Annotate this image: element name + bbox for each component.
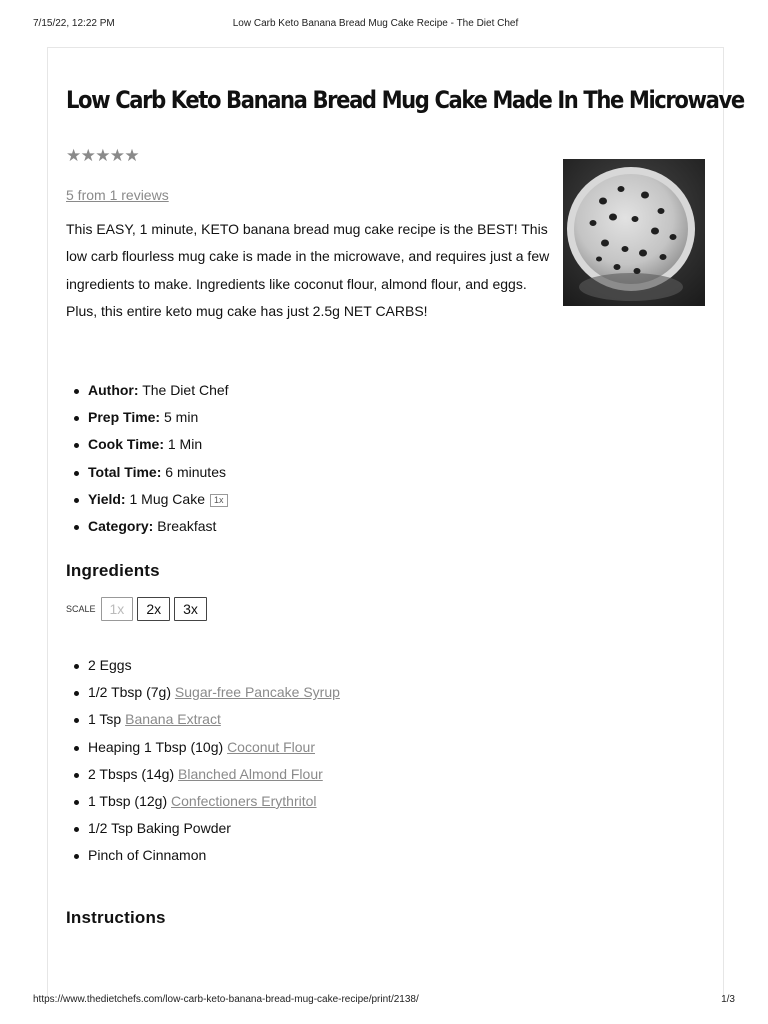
meta-label: Prep Time:: [88, 409, 161, 426]
star-rating[interactable]: [66, 146, 139, 166]
scale-2x-button[interactable]: 2x: [137, 597, 170, 621]
ingredient-link[interactable]: Sugar-free Pancake Syrup: [174, 684, 340, 701]
scale-controls: [66, 597, 211, 621]
ingredient-item: [88, 706, 340, 733]
scale-label: SCALE: [66, 604, 96, 614]
star-icon[interactable]: ★: [109, 146, 126, 165]
ingredient-item: [88, 679, 340, 706]
ingredient-item: [88, 734, 340, 761]
meta-value: 1 Min: [167, 436, 203, 453]
ingredient-text: 1 Tsp: [88, 711, 126, 728]
ingredients-list: [88, 652, 340, 870]
meta-cook-time: [88, 431, 229, 458]
recipe-title: Low Carb Keto Banana Bread Mug Cake Made In The Microwave: [66, 86, 744, 114]
print-page-title: Low Carb Keto Banana Bread Mug Cake Recipe - The Diet Chef: [232, 18, 519, 29]
ingredients-heading: Ingredients: [66, 561, 160, 580]
meta-value: 1 Mug Cake: [129, 490, 205, 507]
ingredient-text: 1/2 Tbsp (7g): [88, 684, 175, 701]
meta-label: Category:: [88, 517, 154, 534]
print-footer: [33, 994, 735, 1008]
ingredient-item: [88, 842, 340, 869]
print-datetime: 7/15/22, 12:22 PM: [33, 18, 115, 29]
recipe-summary: This EASY, 1 minute, KETO banana bread mug cake recipe is the BEST! This low carb flourless mug cake is made in the microwave, and requires just a few ingredients to make. Ingredients like coconut flour, almond flour, and eggs. Plus, this entire keto mug cake has just 2.5g NET CARBS!: [66, 221, 550, 320]
ingredient-link[interactable]: Banana Extract: [125, 711, 221, 728]
meta-author: [88, 377, 229, 404]
ingredient-text: 2 Tbsps (14g): [88, 765, 179, 782]
ingredient-text: 2 Eggs: [88, 657, 132, 673]
meta-label: Cook Time:: [88, 436, 164, 453]
meta-yield: [88, 486, 229, 513]
star-icon[interactable]: ★: [66, 146, 82, 165]
meta-label: Total Time:: [88, 463, 162, 480]
star-icon[interactable]: ★: [124, 146, 140, 165]
scale-3x-button[interactable]: 3x: [174, 597, 207, 621]
recipe-photo: [563, 159, 705, 306]
page-number: 1/3: [721, 994, 735, 1005]
meta-label: Yield:: [88, 490, 126, 507]
print-header: [33, 18, 718, 32]
ingredient-item: [88, 815, 340, 842]
print-url: https://www.thedietchefs.com/low-carb-keto-banana-bread-mug-cake-recipe/print/2138/: [33, 994, 419, 1005]
scale-1x-button[interactable]: 1x: [101, 597, 134, 621]
instructions-heading: Instructions: [66, 908, 166, 927]
star-icon[interactable]: ★: [95, 146, 111, 165]
meta-label: Author:: [88, 382, 139, 398]
meta-value: Breakfast: [157, 517, 217, 534]
ingredient-link[interactable]: Coconut Flour: [227, 738, 315, 755]
ingredient-text: Heaping 1 Tbsp (10g): [88, 738, 228, 755]
ingredient-link[interactable]: Blanched Almond Flour: [178, 765, 323, 782]
meta-category: [88, 513, 229, 540]
meta-value: 6 minutes: [165, 463, 226, 480]
ingredient-text: Pinch of Cinnamon: [88, 847, 207, 864]
recipe-meta-list: [88, 377, 229, 540]
ingredient-text: 1/2 Tsp Baking Powder: [88, 820, 231, 837]
star-icon[interactable]: ★: [80, 146, 96, 165]
yield-scale-badge[interactable]: 1x: [210, 494, 228, 507]
mug-cake-image: [563, 159, 705, 306]
ingredient-text: 1 Tbsp (12g): [88, 792, 172, 809]
meta-prep-time: [88, 404, 229, 431]
ingredient-item: [88, 652, 340, 679]
ingredient-item: [88, 788, 340, 815]
ingredient-item: [88, 761, 340, 788]
meta-total-time: [88, 459, 229, 486]
ingredient-link[interactable]: Confectioners Erythritol: [171, 792, 317, 809]
meta-value: The Diet Chef: [142, 382, 229, 398]
reviews-link[interactable]: 5 from 1 reviews: [66, 187, 169, 203]
meta-value: 5 min: [164, 409, 199, 426]
